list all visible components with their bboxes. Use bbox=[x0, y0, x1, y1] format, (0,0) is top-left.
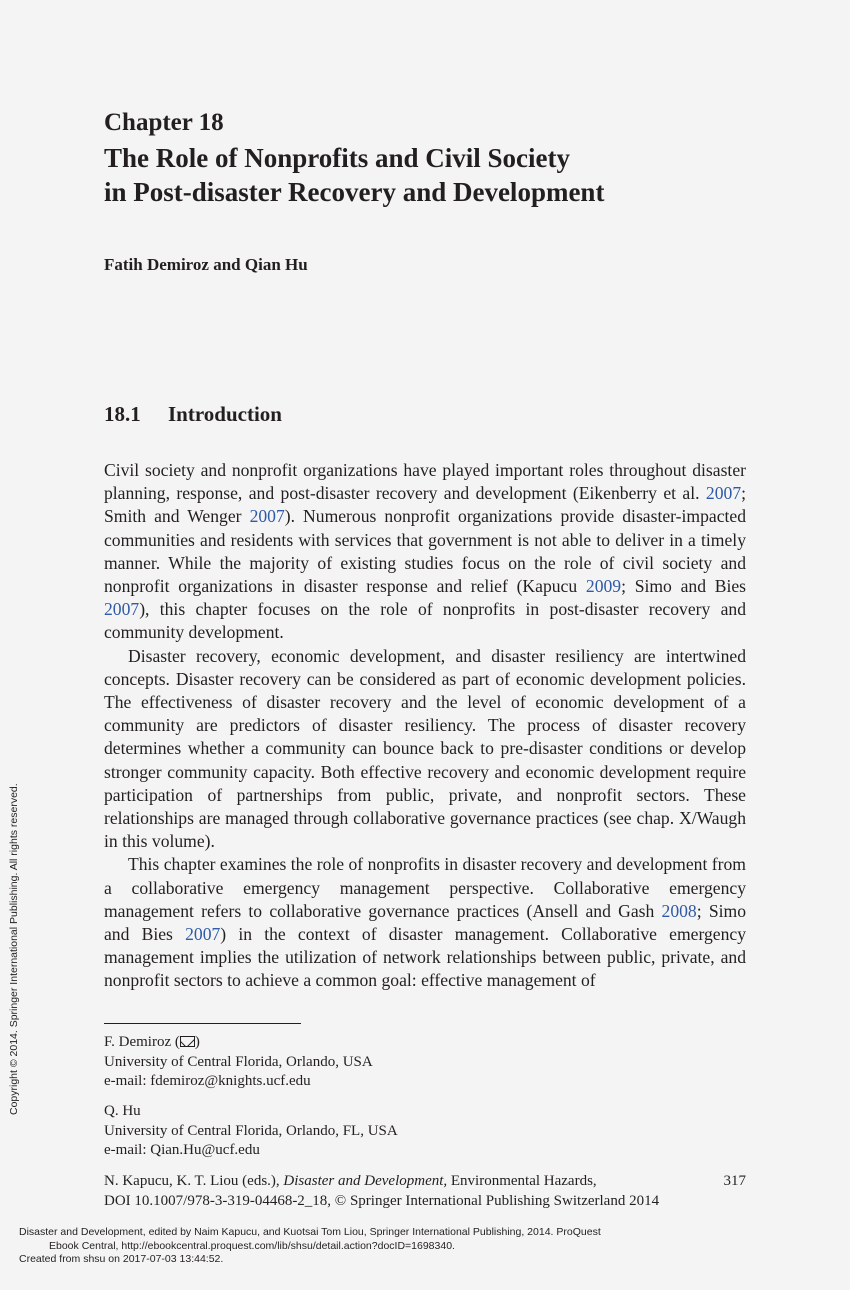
chapter-label: Chapter 18 bbox=[104, 109, 224, 136]
text-run: ) in the context of disaster management. Collaborative emergency management implies the utilization of network relationships between public, private, and nonprofit sectors to achieve a common goal: effective management of bbox=[104, 924, 746, 991]
citation-series: Environmental Hazards, bbox=[447, 1173, 597, 1189]
citation-link[interactable]: 2009 bbox=[585, 576, 622, 597]
author-1-email: e-mail: fdemiroz@knights.ucf.edu bbox=[104, 1073, 311, 1089]
paragraph-3 bbox=[104, 853, 746, 992]
citation-link[interactable]: 2007 bbox=[705, 483, 742, 504]
author-1-name: F. Demiroz ( bbox=[104, 1034, 180, 1050]
section-number: 18.1 bbox=[104, 402, 141, 426]
text-run: ), this chapter focuses on the role of nonprofits in post-disaster recovery and community development. bbox=[104, 599, 746, 643]
citation-link[interactable]: 2007 bbox=[104, 599, 140, 620]
book-citation bbox=[104, 1172, 746, 1211]
chapter-authors: Fatih Demiroz and Qian Hu bbox=[104, 255, 308, 274]
footnote-author-1 bbox=[104, 1033, 373, 1092]
author-1-name-close: ) bbox=[194, 1034, 200, 1050]
author-2-affiliation: University of Central Florida, Orlando, FL, USA bbox=[104, 1122, 398, 1139]
provenance-footer bbox=[19, 1226, 601, 1267]
provenance-line-2: Ebook Central, http://ebookcentral.proquest.com/lib/shsu/detail.action?docID=1698340. bbox=[49, 1239, 455, 1252]
citation-link[interactable]: 2007 bbox=[249, 506, 285, 527]
section-heading bbox=[104, 402, 282, 427]
paragraph-2: Disaster recovery, economic development, and disaster resiliency are intertwined concepts. Disaster recovery can be considered as part of economic development policies. The effectiveness of disaster recovery and the level of economic development of a community are predictors of disaster resiliency. The process of disaster recovery determines whether a community can bounce back to pre-disaster conditions or develop stronger community capacity. Both effective recovery and economic development require participation of partnerships from public, private, and nonprofit sectors. These relationships are managed through collaborative governance practices (see chap. X/Waugh in this volume). bbox=[104, 645, 746, 852]
body-text bbox=[104, 459, 746, 993]
section-title: Introduction bbox=[168, 402, 282, 426]
paragraph-1 bbox=[104, 459, 746, 645]
text-run: ; Smith and Wenger bbox=[104, 483, 746, 527]
author-2-email: e-mail: Qian.Hu@ucf.edu bbox=[104, 1142, 260, 1158]
citation-line-1 bbox=[104, 1172, 746, 1192]
author-1-name-line bbox=[104, 1033, 373, 1053]
provenance-line-3: Created from shsu on 2017-07-03 13:44:52. bbox=[19, 1253, 224, 1265]
citation-book-title: Disaster and Development, bbox=[283, 1173, 448, 1189]
side-copyright: Copyright © 2014. Springer International Publishing. All rights reserved. bbox=[8, 783, 20, 1115]
text-run: Civil society and nonprofit organizations have played important roles throughout disaster planning, response, and post-disaster recovery and development (Eikenberry et al. bbox=[104, 460, 746, 504]
citation-editors: N. Kapucu, K. T. Liou (eds.), bbox=[104, 1173, 284, 1189]
text-run: This chapter examines the role of nonprofits in disaster recovery and development from a collaborative emergency management perspective. Collaborative emergency management refers to collaborative governance practices (Ansell and Gash bbox=[104, 854, 746, 921]
text-run: ; Simo and Bies bbox=[104, 900, 746, 945]
author-2-name: Q. Hu bbox=[104, 1103, 141, 1119]
footnote-divider bbox=[104, 1023, 301, 1024]
footnote-author-2 bbox=[104, 1102, 398, 1161]
page-number: 317 bbox=[723, 1173, 746, 1189]
chapter-title-line: in Post-disaster Recovery and Development bbox=[104, 177, 605, 207]
envelope-icon[interactable] bbox=[180, 1036, 195, 1047]
text-run: ; Simo and Bies bbox=[621, 576, 746, 597]
text-run: ). Numerous nonprofit organizations provide disaster-impacted communities and residents with services that government is not able to deliver in a timely manner. While the majority of existing studies focus on the role of civil society and nonprofit organizations in disaster response and relief (Kapucu bbox=[104, 506, 746, 597]
citation-link[interactable]: 2007 bbox=[185, 924, 221, 945]
citation-link[interactable]: 2008 bbox=[661, 900, 697, 921]
citation-doi: DOI 10.1007/978-3-319-04468-2_18, © Springer International Publishing Switzerland 2014 bbox=[104, 1192, 660, 1209]
chapter-title-line: The Role of Nonprofits and Civil Society bbox=[104, 143, 571, 173]
author-1-affiliation: University of Central Florida, Orlando, USA bbox=[104, 1053, 373, 1070]
provenance-line-1: Disaster and Development, edited by Naim Kapucu, and Kuotsai Tom Liou, Springer International Publishing, 2014. ProQuest bbox=[19, 1226, 601, 1238]
chapter-title bbox=[104, 141, 804, 209]
